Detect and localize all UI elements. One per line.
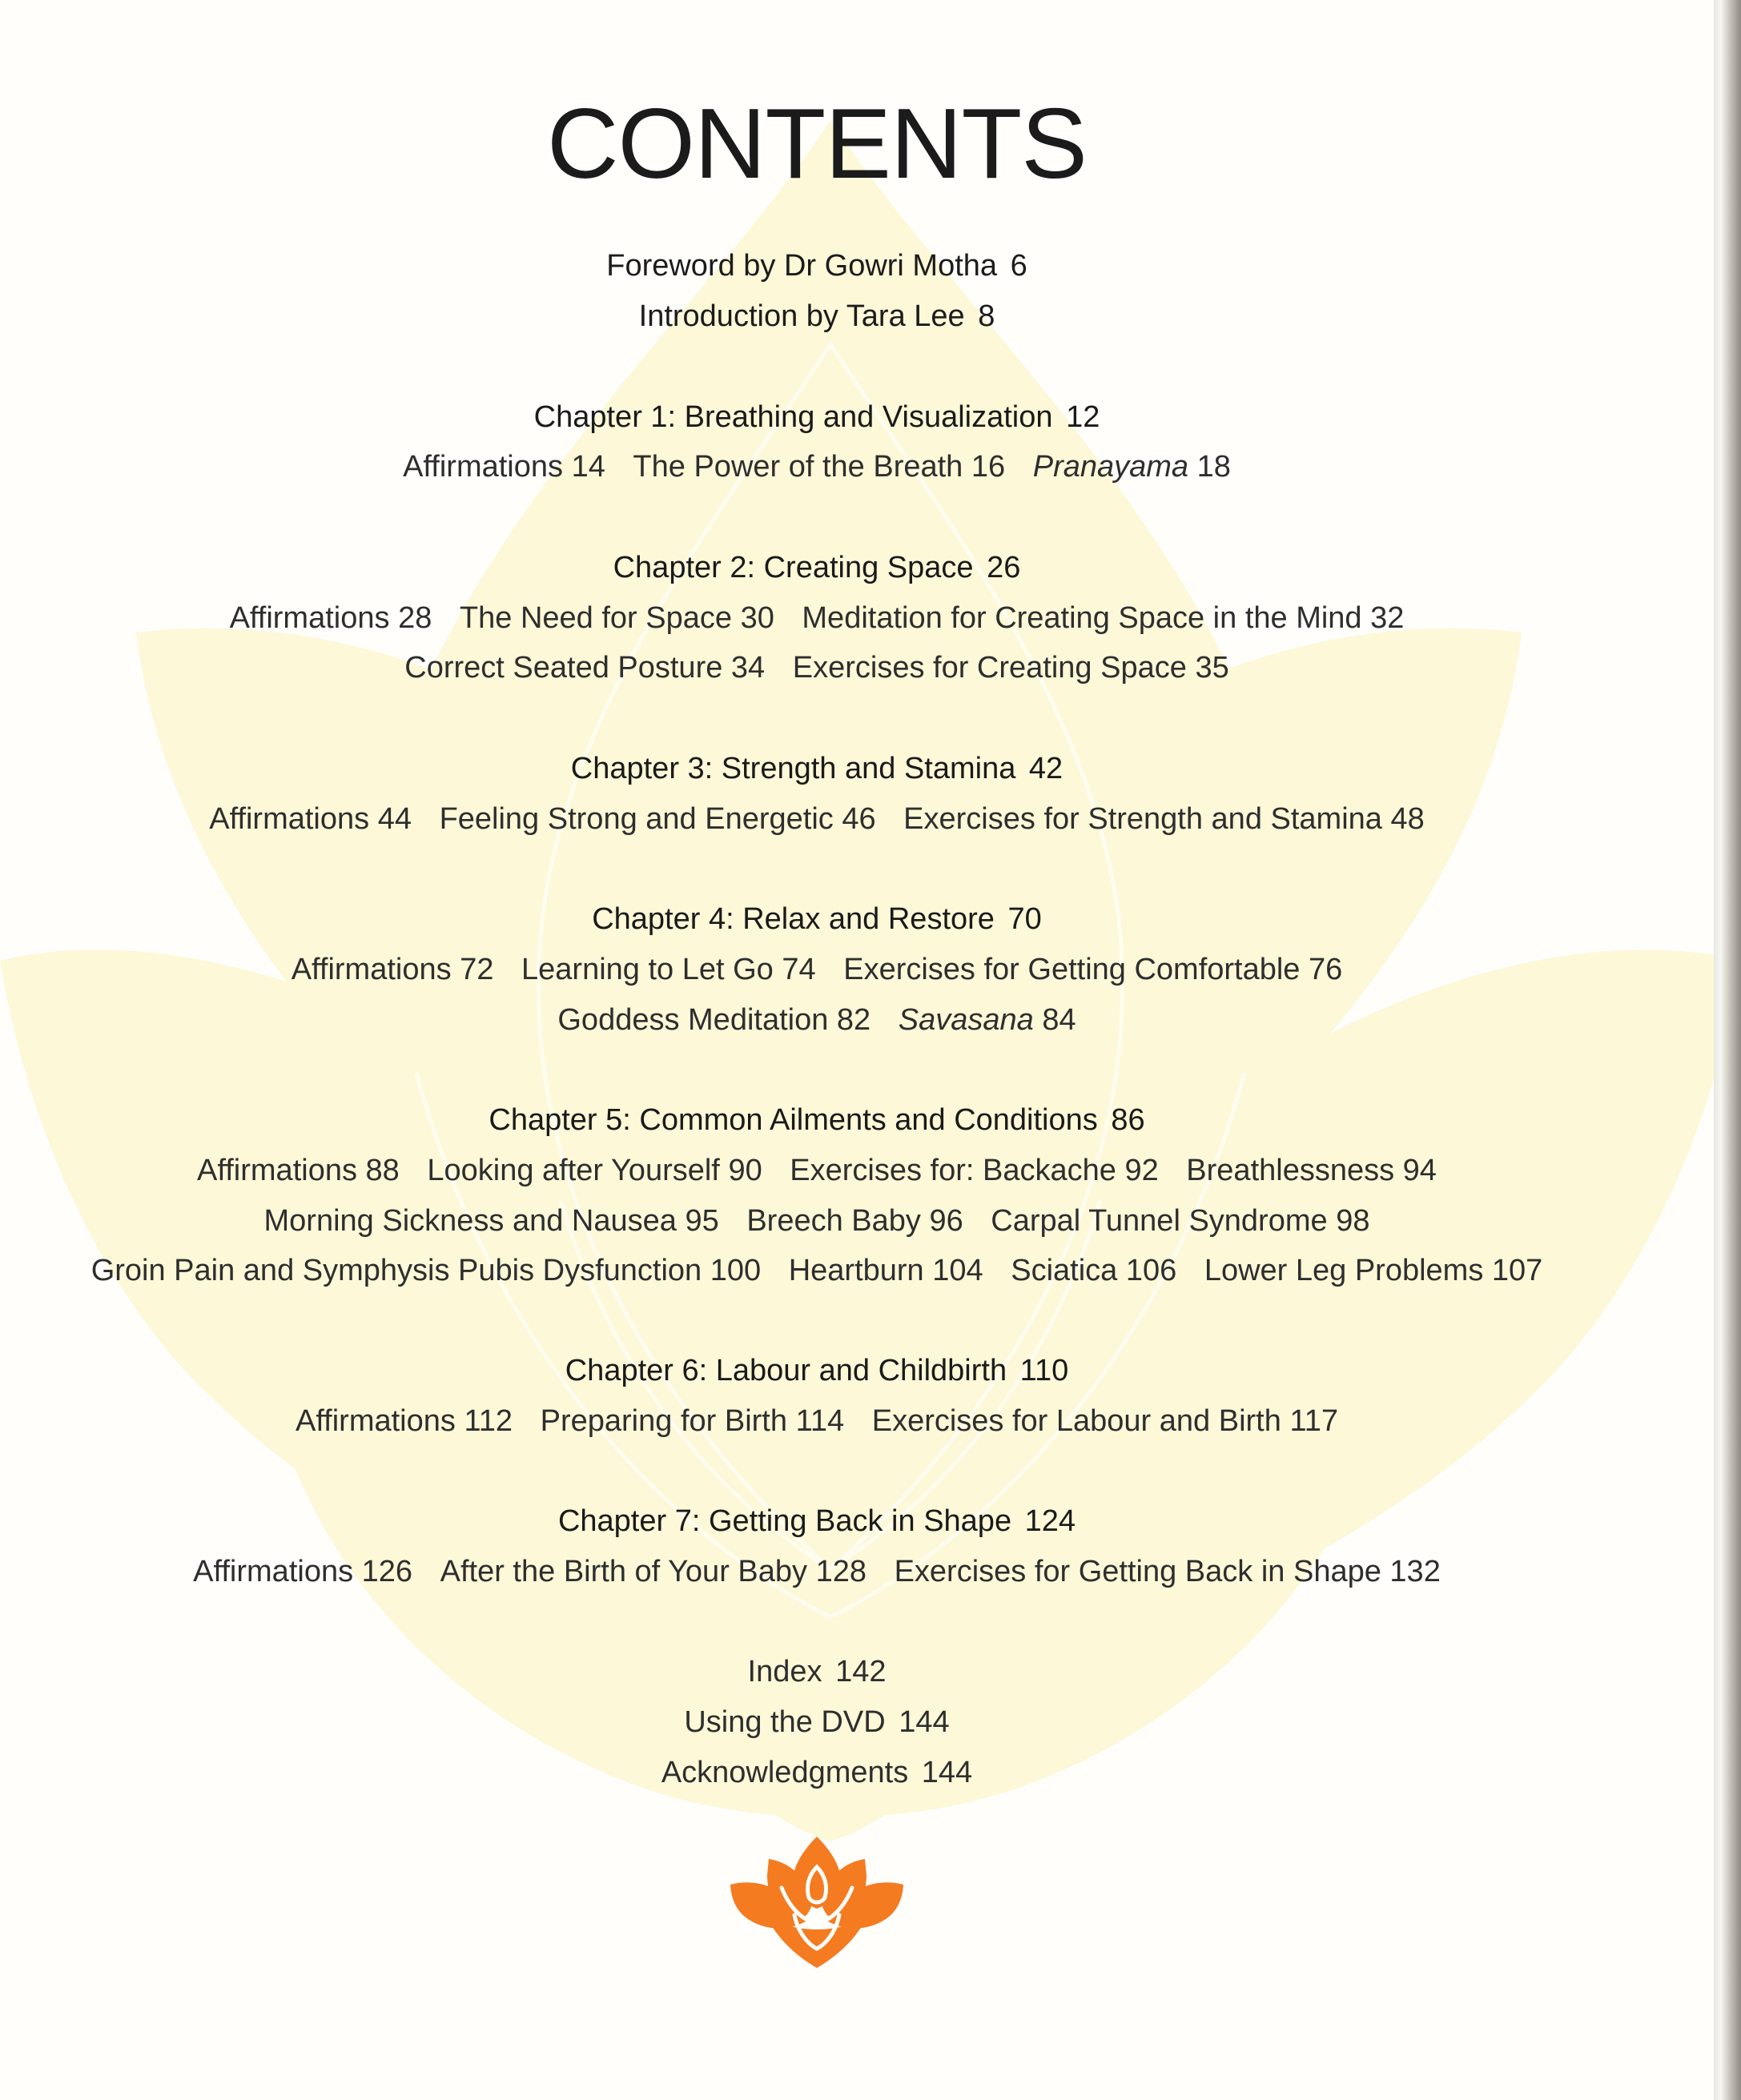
toc-entry[interactable]: Affirmations 28 — [229, 601, 432, 635]
toc-entry[interactable]: Affirmations 72 — [291, 953, 494, 986]
toc-chapter-6-entries — [0, 1400, 1634, 1442]
chapter-page: 70 — [1007, 902, 1042, 936]
entry-label: Acknowledgments — [661, 1756, 909, 1789]
toc-chapter-6-heading[interactable] — [0, 1350, 1634, 1391]
chapter-title: Chapter 6: Labour and Childbirth — [565, 1354, 1007, 1387]
toc-entry[interactable]: Pranayama 18 — [1032, 450, 1231, 484]
chapter-page: 110 — [1019, 1354, 1069, 1387]
toc-entry[interactable]: After the Birth of Your Baby 128 — [440, 1555, 866, 1588]
toc-chapter-5-entries — [0, 1250, 1634, 1291]
entry-page: 142 — [835, 1655, 887, 1688]
toc-chapter-1-heading[interactable] — [0, 396, 1634, 438]
entry-page: 8 — [978, 299, 995, 333]
chapter-title: Chapter 2: Creating Space — [613, 551, 974, 584]
entry-label: Introduction by Tara Lee — [638, 299, 965, 333]
toc-entry[interactable]: Learning to Let Go 74 — [521, 953, 816, 986]
chapter-page: 124 — [1024, 1504, 1076, 1538]
toc-entry[interactable]: Affirmations 14 — [403, 450, 605, 484]
toc-entry[interactable]: Lower Leg Problems 107 — [1204, 1254, 1543, 1287]
toc-chapter-5-heading[interactable] — [0, 1099, 1634, 1141]
chapter-title: Chapter 3: Strength and Stamina — [570, 752, 1016, 785]
toc-chapter-5-entries — [0, 1150, 1634, 1191]
toc-entry[interactable]: Heartburn 104 — [788, 1254, 983, 1287]
chapter-title: Chapter 7: Getting Back in Shape — [557, 1504, 1012, 1538]
toc-entry[interactable]: Preparing for Birth 114 — [540, 1404, 845, 1438]
toc-chapter-4-entries — [0, 949, 1634, 990]
chapter-page: 12 — [1066, 400, 1100, 434]
lotus-flower-icon — [729, 1835, 905, 1971]
toc-chapter-4-heading[interactable] — [0, 898, 1634, 940]
toc-front-foreword[interactable] — [0, 245, 1634, 287]
toc-entry[interactable]: Exercises for Labour and Birth 117 — [871, 1404, 1339, 1438]
entry-page: 144 — [899, 1705, 950, 1739]
toc-chapter-2-entries — [0, 647, 1634, 689]
toc-entry[interactable]: Exercises for Getting Comfortable 76 — [843, 953, 1343, 986]
toc-chapter-3-entries — [0, 798, 1634, 840]
toc-entry[interactable]: Correct Seated Posture 34 — [404, 651, 766, 685]
toc-back-acknowledgments[interactable] — [0, 1752, 1634, 1793]
chapter-title: Chapter 5: Common Ailments and Conditions — [489, 1103, 1098, 1137]
toc-entry[interactable]: Exercises for Strength and Stamina 48 — [903, 802, 1425, 836]
chapter-page: 42 — [1028, 752, 1063, 785]
chapter-page: 86 — [1111, 1103, 1145, 1137]
page-binding-edge — [1714, 0, 1741, 2100]
toc-entry[interactable]: Affirmations 126 — [193, 1555, 413, 1588]
toc-chapter-2-entries — [0, 597, 1634, 639]
toc-chapter-4-entries — [0, 999, 1634, 1041]
toc-entry[interactable]: Feeling Strong and Energetic 46 — [439, 802, 876, 836]
entry-page: 144 — [921, 1756, 973, 1789]
entry-label: Using the DVD — [684, 1705, 886, 1739]
chapter-title: Chapter 1: Breathing and Visualization — [533, 400, 1053, 434]
toc-entry[interactable]: Carpal Tunnel Syndrome 98 — [991, 1204, 1370, 1238]
toc-entry[interactable]: Breathlessness 94 — [1186, 1154, 1437, 1187]
chapter-page: 26 — [987, 551, 1021, 584]
toc-chapter-3-heading[interactable] — [0, 748, 1634, 789]
page-title: CONTENTS — [547, 89, 1087, 199]
toc-entry[interactable]: Affirmations 44 — [209, 802, 412, 836]
toc-entry[interactable]: Affirmations 88 — [197, 1154, 400, 1187]
chapter-title: Chapter 4: Relax and Restore — [592, 902, 995, 936]
toc-entry[interactable]: Morning Sickness and Nausea 95 — [263, 1204, 719, 1238]
toc-entry[interactable]: Affirmations 112 — [295, 1404, 513, 1438]
entry-page: 6 — [1010, 249, 1027, 283]
toc-entry[interactable]: Meditation for Creating Space in the Mind 32 — [802, 601, 1405, 635]
toc-entry[interactable]: Breech Baby 96 — [746, 1204, 963, 1238]
toc-entry[interactable]: The Need for Space 30 — [459, 601, 774, 635]
toc-entry[interactable]: Goddess Meditation 82 — [557, 1003, 871, 1037]
toc-entry[interactable]: Exercises for Creating Space 35 — [792, 651, 1229, 685]
toc-chapter-5-entries — [0, 1200, 1634, 1242]
entry-label: Index — [747, 1655, 822, 1688]
toc-chapter-2-heading[interactable] — [0, 547, 1634, 588]
toc-entry[interactable]: Exercises for Getting Back in Shape 132 — [894, 1555, 1441, 1588]
toc-entry[interactable]: Sciatica 106 — [1011, 1254, 1177, 1287]
entry-label: Foreword by Dr Gowri Motha — [606, 249, 998, 283]
toc-front-introduction[interactable] — [0, 295, 1634, 337]
toc-entry[interactable]: Looking after Yourself 90 — [427, 1154, 762, 1187]
toc-entry[interactable]: Groin Pain and Symphysis Pubis Dysfunction 100 — [90, 1254, 762, 1287]
toc-entry[interactable]: Exercises for: Backache 92 — [790, 1154, 1159, 1187]
toc-chapter-1-entries — [0, 446, 1634, 488]
toc-back-index[interactable] — [0, 1651, 1634, 1692]
toc-entry[interactable]: The Power of the Breath 16 — [633, 450, 1006, 484]
toc-back-dvd[interactable] — [0, 1701, 1634, 1743]
toc-chapter-7-entries — [0, 1551, 1634, 1592]
toc-entry[interactable]: Savasana 84 — [898, 1003, 1076, 1037]
toc-chapter-7-heading[interactable] — [0, 1500, 1634, 1542]
